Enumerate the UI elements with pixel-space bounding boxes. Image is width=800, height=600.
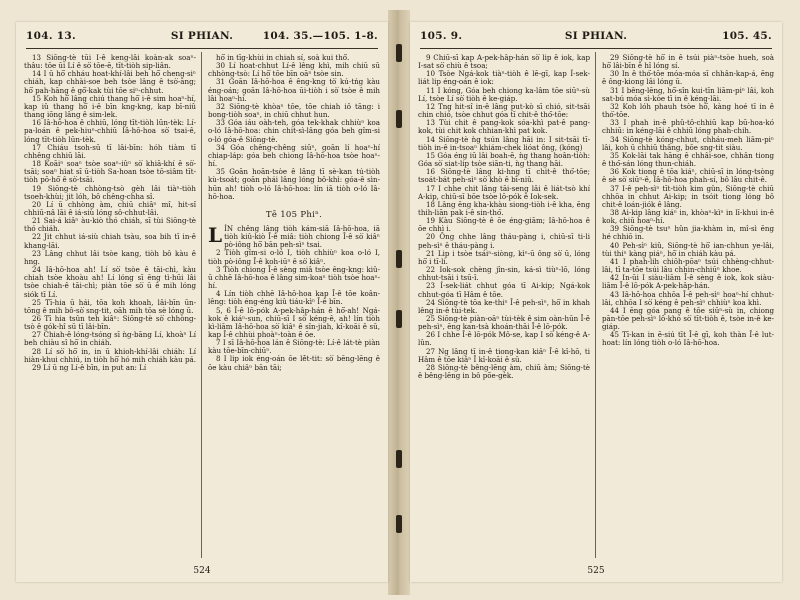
verse: 20 Lí ū chhòng àm, chiū chiâⁿ mî, hit-sî chhiū-nâ lāi ê iá-siù lóng sô-chhut-lâi.: [24, 199, 196, 217]
verse: 29 Siōng-tè hō͘ in ê tsúi piàⁿ-tsòe hueh, soà hō͘ lâi-bīn ê hî lóng sí.: [602, 54, 774, 71]
verse: 33 I phah in-ê phû-tô-chhiū kap bū-hoa-kó chhiū: in kéng-lāi ê chhiū lóng phah-chih.: [602, 118, 774, 136]
verse: 12 Tng hit-sî in-ê lâng put-kò sī chió, sit-tsāi chin chió, tsòe chhut góa tī chit-ê thó͘-tōe:: [418, 101, 590, 120]
drop-cap: L: [208, 222, 223, 247]
header-verse-range-right: 104. 35.—105. 1-8.: [262, 30, 378, 42]
verse: 31 I bêng-lēng, hō͘-sîn kui-tīn liām-piⁿ lâi, koh sat-bú móa sì-kòe tī in ê kéng-lāi.: [602, 85, 774, 103]
verse: 5, 6 Î-ê lō-pók A-pek-hâp-hán ê hō͘-ah! Ngá-kok ê kiáⁿ-sun, chiū-sī I sò͘ kéng-ê, ah! lín tiòh kì-liām Iâ-hō-hoa sò͘ kiâⁿ ê sîn-jiah, kî-koāi ê sū, kap Î-ê chhùi phoàⁿ-toàn ê ōe.: [208, 305, 380, 339]
verse: 10 Tsòe Ngá-kok tiàⁿ-tiòh ê lē-gī, kap Í-sek-liát lip éng-oán ê iok:: [418, 69, 590, 87]
verse: 30 In ê thó͘-tōe móa-móa sī chhân-kap-á, ēng ê ông-kiong lâi lóng ū.: [602, 69, 774, 87]
psalm-104-ending: [208, 54, 380, 201]
text-column-1: [418, 54, 590, 560]
binding-stitch: [396, 250, 402, 268]
verse: 16 Siōng-tè lâng ki-hng tī chit-ê thó͘-tōe; tsoát-bát peh-sìⁿ sò͘ khò ê bī-niû.: [418, 167, 590, 185]
verse: 3 Tiòh chiong Î-ê sèng miâ tsòe êng-kng: kiû-ū chhē Iâ-hō-hoa ê lâng sim-koaⁿ tiòh tsòe hoaⁿ-hí.: [208, 264, 380, 291]
verse: 16 Iâ-hō-hoa ê chhiū, lóng tīt-tiòh lūn-tèk: Lí-pa-loán ê pek-hiuⁿ-chhiū Iâ-hō-hoa sò͘ tsai-ê, lóng tīt-tiòh lūn-tèk.: [24, 118, 196, 144]
page-number: 525: [587, 566, 605, 576]
verse: 34 Siōng-tè kóng-chhut, chháu-meh liām-piⁿ lâi, koh ū chhiū thâng, bōe sng-tit siàu.: [602, 134, 774, 152]
verse: 26 I chhe Î-ê lō-pók Mô-se, kap I sò͘ kéng-ê A-lûn.: [418, 330, 590, 348]
book-gutter: [388, 10, 410, 595]
verse: hō͘ in tīg-khùi in chiah sí, soà kui thô͘.: [216, 54, 350, 62]
verse: 30 Lí hoat-chhut Lí-ê lêng khì, mih chiū sū chhòng-tsò: Lí hō͘ tōe bīn oāⁿ tsòe sin.: [208, 61, 380, 79]
header-rule: [420, 48, 772, 49]
verse: 13 Siōng-tè tūi Î-ê keng-lâi koàn-ak soaⁿ-thâu: tōe ūi Lí ê sò͘ tōe-ē, tīt-tiòh sip-liân.: [24, 54, 196, 71]
verse: 45 Tī-kan in ē-siú tīt Î-ê gī, koh thàn Î-ê lut-hoat: lín lóng tiòh o-ló Iâ-hō-hoa.: [602, 330, 774, 348]
verse: 14 Siōng-tè ǹg tsún lâng hāi in: I sit-tsāi tī-tiòh in-ê in-tsoaⁿ khiám-chek lióat ông, (kóng): [418, 134, 590, 152]
left-page: [16, 22, 388, 582]
verse: 33 Góa iáu oàh-teh, góa tek-khak chhiùⁿ koa o-ló Iâ-hō-hoa: chin chit-sì-lâng góa beh gîm-si o-ló góa-ê Siōng-tè.: [208, 118, 380, 144]
running-header: [26, 30, 378, 46]
header-verse-range-left: 105. 9.: [420, 30, 463, 42]
verse: 19 Siōng-tè chhòng-tsò gèh lâi tiàⁿ-tiòh tsoeh-khùi; jit lóh, bô chêng-chha sî.: [24, 183, 196, 201]
verse: 17 Chiáu tsoh-sū tī lâi-bīn: hóh tiàm tī chhêng chhiū lāi.: [24, 142, 196, 160]
verse: 25 Tī-hia ū hái, tōa koh khoah, lâi-bīn ūn-tōng ê mih bô-sò͘ sng-tit, oāh mih tōa sè lóng ū.: [24, 297, 196, 315]
column-divider: [595, 52, 596, 558]
verse: 37 I-ê peh-sìⁿ tīt-tiòh kim gûn, Siōng-tè chiū chhōa in chhut Ai-kip; in tsóit tiong lóng bô chit-ê loán-jiók ê lâng.: [602, 183, 774, 209]
verse: 26 Tī hia tsûn teh kiâⁿ: Siōng-tè sò͘ chhòng-tsò ê gók-hî sū tī lâi-bīn.: [24, 314, 196, 332]
verse: 44 I ēng góa pang ê tōe siūⁿ-sù in, chiong pān-tōe peh-sìⁿ lô-khó sò͘ tīt-tiòh ê, tsòe in-ê ke-giáp.: [602, 305, 774, 332]
verse: 39 Siōng-tè tsuⁿ hûn jia-khàm in, mî-sì ēng hé chhiō in.: [602, 224, 774, 242]
verse: 22 Jit chhut iá-siù chiah tsàu, soa bih tī in-ê khang-lāi.: [24, 232, 196, 250]
verse: 31 Goān Iâ-hō-hoa ê êng-kng tò͘ kú-tńg kàu éng-oán; goān Iâ-hō-hoa ūi-tiòh i sò͘ tsòe ê mih lâi hoaⁿ-hí.: [208, 77, 380, 103]
verse: 28 Siōng-tè bêng-lēng àm, chiū àm; Siōng-tè ê bêng-lēng in bô põe-gèk.: [418, 362, 590, 381]
text-column-2: [208, 54, 380, 560]
verse: 27 Chiah-ê lóng-tsóng sī ǹg-bāng Lí, khoàⁿ Lí beh chiàu sî hō͘ in chiáh.: [24, 330, 196, 348]
verse: 8 I lip iok éng-oán ōe lē̍t-tit: sò͘ bēng-lēng ê ōe kàu chiâⁿ bān tāi;: [208, 354, 380, 372]
verse: 25 Siōng-tè piàn-oāⁿ tùi-tèk ê sim oàn-hūn Î-ê peh-sìⁿ, ēng kan-tsà khoán-thāi Î-ê lō-pók.: [418, 314, 590, 332]
verse: 11 I kóng, Góa beh chiong ka-lâm tōe siūⁿ-sù Lí, tsòe Lí sò͘ tiòh ê ke-giáp.: [418, 85, 590, 103]
verse: 21 Sai-á kiâⁿ àu-kiò thó chiáh, sī tùi Siōng-tè thó chiáh.: [24, 216, 196, 234]
chapter-title: Tē 105 Phiⁿ.: [265, 209, 323, 220]
header-book-title: SI PHIAN.: [564, 30, 628, 42]
column-divider: [201, 52, 202, 558]
verse: 35 Goān hoān-tsòe ê lâng tī sè-kan tú-tiòh kù-tsoát; goān phái lâng lóng bô-khì: góa-ê sìn-hūn ah! tiòh o-ló Iâ-hō-hoa: lín iā tiòh o-ló Iâ-hō-hoa.: [208, 167, 380, 201]
binding-stitch: [396, 450, 402, 468]
verse: 23 Í-sek-liát chhut góa tī Ai-kip; Ngá-kok chhut-góa tī Hâm ê tōe.: [418, 281, 590, 299]
verse: 28 Lí sò͘ hō͘ in, in ū khioh-khí-lâi chiáh: Lí hiàn-khui chhiú, in tiòh hō͘ hó mih chiáh kàu pá.: [24, 346, 196, 364]
header-book-title: SI PHIAN.: [170, 30, 234, 42]
right-page: [410, 22, 782, 582]
verse: 13 Tùi chit ê pang-kok sóa-khì pat-ê pang-kok, tùi chit kok chhian-khì pat kok.: [418, 118, 590, 136]
verse: 27 Ng lâng tī in-ê tiong-kan kiâⁿ Î-ê kî-hō, ti Hâm ê tōe kiâⁿ Î kî-koāi ê sū.: [418, 346, 590, 364]
verse: 14 I ū hō͘ chháu hoat-khí-lâi beh hō͘ cheng-siⁿ chiáh, kap chhài-soe beh tsòe lâng ê tsò͘-āng; hō͘ pah-hāng ê gō͘-kak tùi tōe siⁿ-chhut.: [24, 69, 196, 95]
running-header: [420, 30, 772, 46]
verse: 32 Siōng-tè khòaⁿ tōe, tōe chiah iô tāng: i bong-tiòh soaⁿ, in chiū chhut hun.: [208, 101, 380, 120]
verse: 15 Koh hō͘ lâng chiú thang hō͘ i-ê sim hoaⁿ-hí, kap iû thang hō͘ i-ê bīn kng-kng, kap bī-niû thang iōng lâng ê sim-lek.: [24, 93, 196, 120]
verse: 23 Lâng chhut lâi tsòe kang, tiòh bô kàu ê hng.: [24, 248, 196, 266]
verse: 24 Iâ-hō-hoa ah! Lí sò͘ tsòe ê tāi-chì, kàu chiah tsòe khoàu ah! Lí lóng sī ēng tì-hūi lâi tsòe chiah-ê tāi-chì; piàn tōe sò͘ ū ê mih lóng siók tī Lí.: [24, 265, 196, 299]
verse: 18 Koāiⁿ soaⁿ tsòe soaⁿ-iûⁿ sò͘ khiā-khí ê sò͘-tsāi; soaⁿ hiat sī ū-tiòh Sa-hoan tsòe tō-siâm tīt-tiòh pō-hō͘ ê sò͘-tsāi.: [24, 159, 196, 185]
verse: 4 Lín tiòh chhē Iâ-hō-hoa kap Î-ê tōe koân-lêng: tiòh éng-éng kiû tiáu-kìⁿ Î-ê bīn.: [208, 289, 380, 307]
verse: 24 Siōng-tè tōa ke-thiⁿ Î-ê peh-sìⁿ, hō͘ in khah lêng in-ê tùi-tek.: [418, 297, 590, 315]
verse: 34 Góa chêng-chêng siūⁿ, goān lí hoaⁿ-hí chiap-láp: góa beh chiong Iâ-hō-hoa tsòe hoaⁿ-hí.: [208, 142, 380, 169]
verse: 40 Peh-sìⁿ kiû, Siōng-tè hō͘ ian-chhun ye-lâi, tùi thiⁿ kàng piáⁿ, hō͘ in chiáh kàu pá.: [602, 240, 774, 258]
verse: 32 Koh lóh phauh tsòe hō͘, kàng hoé tī in ê thó͘-tōe.: [602, 101, 774, 120]
verse: 2 Tiòh gîm-si o-ló I, tiòh chhiùⁿ koa o-ló I, tiòh pò-iông Î-ê koh-iūⁿ ê sò͘ kiâⁿ.: [208, 248, 380, 266]
verse: 43 Iâ-hō-hoa chhōa Î-ê peh-sìⁿ hoaⁿ-hí chhut-lâi, chhōa I sò͘ kéng ê peh-sìⁿ chhiùⁿ koa khì.: [602, 289, 774, 307]
verse: 17 I chhe chit lâng tāi-seng lâi ê liát-tsò khí A-kip, chiū-sī bōe tsòe lō-pók ê Iok-sek.: [418, 183, 590, 201]
binding-stitch: [396, 310, 402, 328]
verse: 38 Ai-kip lâng kiáⁿ in, khòaⁿ-kìⁿ in lī-khui in-ê kok, chiū hoaⁿ-hí.: [602, 207, 774, 226]
verse: 22 Iok-sok chèng jîn-sin, ká-sì tiùⁿ-lō, lóng chhut-tsāi i tsū-î.: [418, 265, 590, 283]
text-column-1: [24, 54, 196, 560]
binding-stitch: [396, 110, 402, 128]
verse: 35 Kok-lāi tak hāng ê chhâi-soe, chhân tiong ê thó͘-sán lóng thun-chiáh.: [602, 150, 774, 169]
header-verse-range-right: 105. 45.: [722, 30, 772, 42]
header-rule: [26, 48, 378, 49]
text-column-2: [602, 54, 774, 560]
binding-stitch: [396, 44, 402, 62]
verse: 36 Kok tiong ê tōa kiáⁿ, chiū-sī in lóng-tsòng ê sè sò͘ siūⁿ-ê, Iâ-hō-hoa phah-sí, bô lâu chit-ê.: [602, 167, 774, 185]
psalm-105-opening: [208, 222, 380, 372]
verse: 21 Lip i tsòe tsáiⁿ-siòng, kìⁿ-ū ông sò͘ ū, lóng hō͘ i tī-lí.: [418, 248, 590, 266]
verse: 20 Ông chhe lâng tháu-pàng i, chiū-sī ti-li peh-sìⁿ ê tháu-pàng i.: [418, 232, 590, 250]
verse: 9 Chiū-sī kap A-pek-hâp-hán sò͘ lip ê iok, kap I-sat sò͘ chiù ê tsoa;: [418, 54, 590, 71]
verse: 7 I sī Iâ-hō-hoa lán ê Siōng-tè: Lí-ê lát-tè piàn kàu tōe-bīn-chiūⁿ.: [208, 338, 380, 356]
verse: 15 Góa éng iū lâi boah-ē, ǹg thang hoân-tiòh: Góa sò͘ siat-lip tsòe siān-ti, ǹg thang hāi.: [418, 150, 590, 169]
verse: 29 Lí ū ng Lí-ê bīn, in put an: Lí: [32, 362, 147, 372]
verse: 42 In-ūi I siàu-liām Î-ê sèng ê iok, kok siàu-liām Î-ê lō-pók A-pek-hâp-hán.: [602, 273, 774, 291]
verse: 41 I phah-lih chiōh-pōaⁿ tsúi chhèng-chhut-lâi, tī ta-tōe tsúi lâu chhin-chhiūⁿ khoe.: [602, 256, 774, 275]
page-number: 524: [193, 566, 211, 576]
verse: 19 Kàu Siōng-tè ê ōe éng-giām; Iâ-hō-hoa ê ōe chhì i.: [418, 216, 590, 234]
verse: ÍN chêng lâng tiòh kám-siā Iâ-hō-hoa, iā tiòh kiû-kiò Î-ê miâ: tiòh chiong Î-ê sò͘ kiâⁿ pò-iông hō͘ bān peh-sìⁿ tsai.: [224, 223, 380, 250]
header-verse-range-left: 104. 13.: [26, 30, 76, 42]
binding-stitch: [396, 515, 402, 533]
verse: 18 Lâng ēng kha-khàu siong-tiòh i-ê kha, ēng thih-liān pak i-ê sin-thó͘.: [418, 199, 590, 217]
